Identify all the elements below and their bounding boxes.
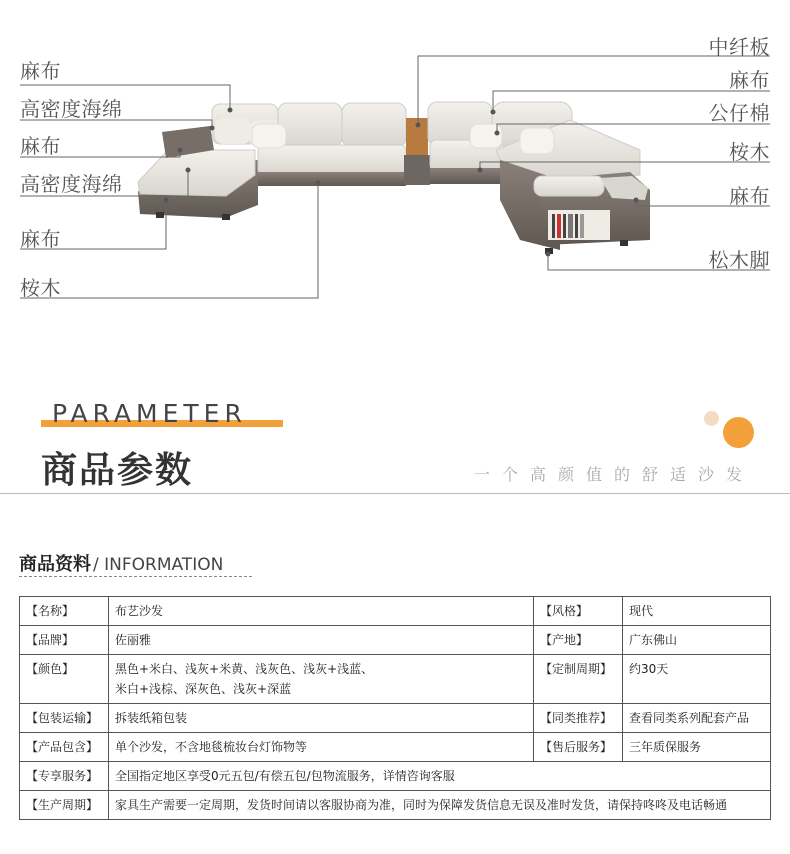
row-label-recommend: 【同类推荐】 xyxy=(534,704,623,733)
row-label-name: 【名称】 xyxy=(20,597,109,626)
callout-left-linen-2: 麻布 xyxy=(20,134,61,158)
row-value-custom-cycle: 约30天 xyxy=(623,655,771,704)
row-label-style: 【风格】 xyxy=(534,597,623,626)
callout-right-linen-1: 麻布 xyxy=(729,68,770,92)
row-label-exclusive-service: 【专享服务】 xyxy=(20,762,109,791)
row-value-recommend: 查看同类系列配套产品 xyxy=(623,704,771,733)
callout-right-eucalyptus: 桉木 xyxy=(729,140,770,164)
row-value-after-sales: 三年质保服务 xyxy=(623,733,771,762)
slogan: 一个高颜值的舒适沙发 xyxy=(473,465,754,484)
info-title-cn: 商品资料 xyxy=(19,554,91,575)
info-title-en: / INFORMATION xyxy=(93,555,224,575)
table-row xyxy=(20,704,771,733)
callout-left-linen-3: 麻布 xyxy=(20,227,61,251)
row-value-name: 布艺沙发 xyxy=(109,597,534,626)
table-row xyxy=(20,655,771,704)
row-value-packaging: 拆装纸箱包装 xyxy=(109,704,534,733)
section-divider xyxy=(0,493,790,494)
color-line-2: 米白+浅棕、深灰色、浅灰+深蓝 xyxy=(115,682,292,696)
row-value-style: 现代 xyxy=(623,597,771,626)
callout-left-eucalyptus: 桉木 xyxy=(20,276,61,300)
row-value-exclusive-service: 全国指定地区享受0元五包/有偿五包/包物流服务，详情咨询客服 xyxy=(109,762,771,791)
row-label-packaging: 【包装运输】 xyxy=(20,704,109,733)
parameter-heading-cn: 商品参数 xyxy=(41,450,194,491)
row-value-includes: 单个沙发，不含地毯梳妆台灯饰物等 xyxy=(109,733,534,762)
table-row xyxy=(20,733,771,762)
row-label-color: 【颜色】 xyxy=(20,655,109,704)
row-label-custom-cycle: 【定制周期】 xyxy=(534,655,623,704)
callout-right-mdf: 中纤板 xyxy=(708,35,770,59)
callout-right-fiber: 公仔棉 xyxy=(708,101,770,125)
row-label-after-sales: 【售后服务】 xyxy=(534,733,623,762)
product-info-table xyxy=(19,596,771,820)
row-label-origin: 【产地】 xyxy=(534,626,623,655)
info-title xyxy=(19,550,223,576)
row-label-brand: 【品牌】 xyxy=(20,626,109,655)
parameter-heading-en: PARAMETER xyxy=(52,399,247,428)
table-row xyxy=(20,626,771,655)
row-label-production-cycle: 【生产周期】 xyxy=(20,791,109,820)
row-value-brand: 佐丽雅 xyxy=(109,626,534,655)
info-title-underline xyxy=(19,576,252,577)
table-row xyxy=(20,597,771,626)
row-value-origin: 广东佛山 xyxy=(623,626,771,655)
callout-right-pine-legs: 松木脚 xyxy=(708,248,770,272)
row-label-includes: 【产品包含】 xyxy=(20,733,109,762)
callout-left-foam-2: 高密度海绵 xyxy=(20,172,123,196)
color-line-1: 黑色+米白、浅灰+米黄、浅灰色、浅灰+浅蓝、 xyxy=(115,662,374,676)
row-value-production-cycle: 家具生产需要一定周期，发货时间请以客服协商为准，同时为保障发货信息无误及准时发货，请保持咚咚及电话畅通 xyxy=(109,791,771,820)
sofa-diagram xyxy=(0,0,790,330)
callout-left-foam-1: 高密度海绵 xyxy=(20,97,123,121)
callout-left-linen-1: 麻布 xyxy=(20,59,61,83)
decor-dot-small xyxy=(704,411,719,426)
table-row xyxy=(20,762,771,791)
sofa-illustration xyxy=(0,0,790,330)
decor-dot-large xyxy=(723,417,754,448)
table-row xyxy=(20,791,771,820)
row-value-color xyxy=(109,655,534,704)
callout-right-linen-2: 麻布 xyxy=(729,184,770,208)
